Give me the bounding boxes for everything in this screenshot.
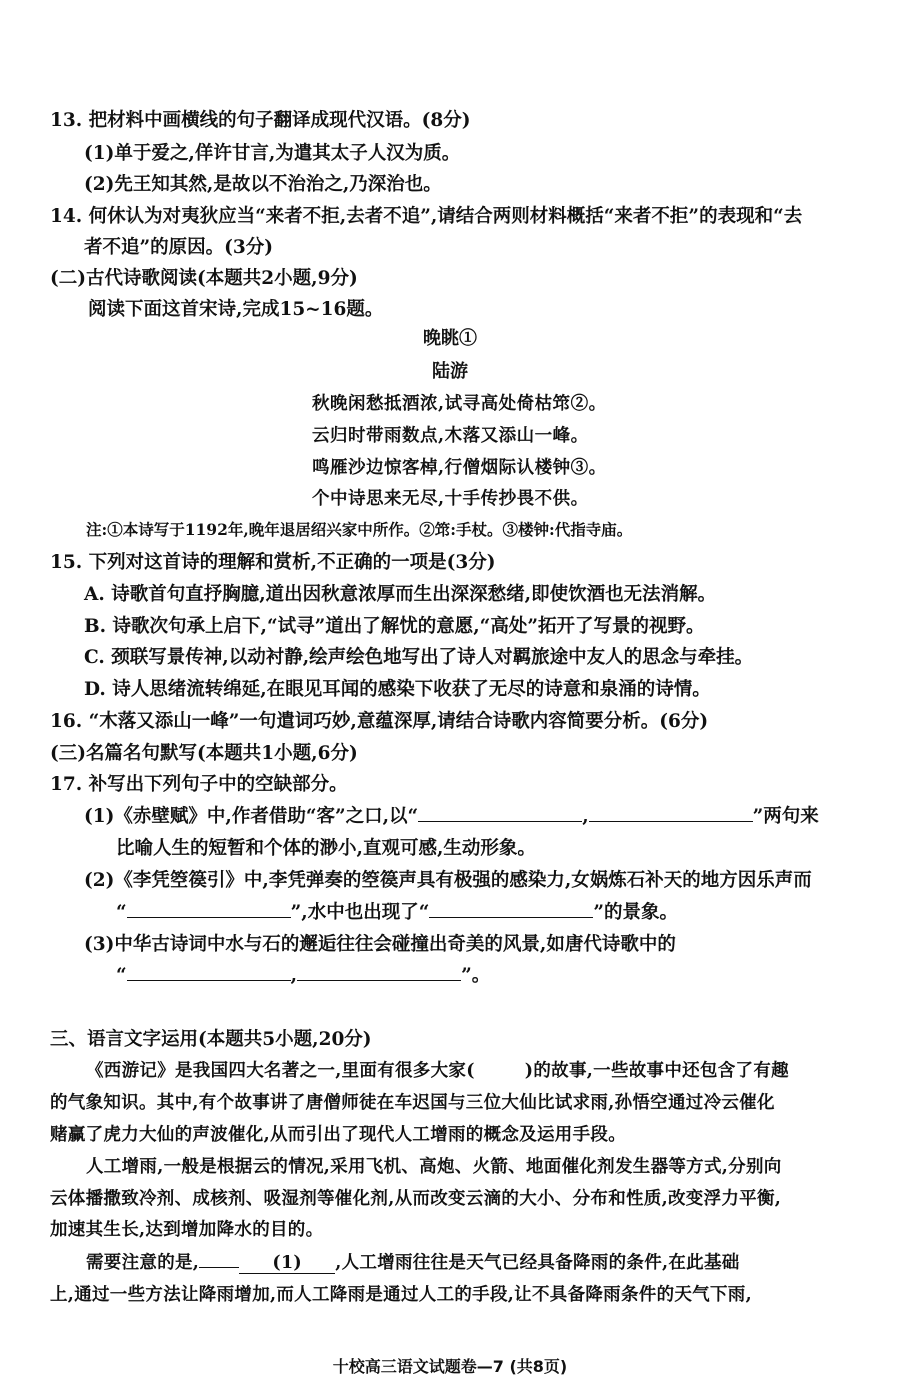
part-3-p1-line3: 赌赢了虎力大仙的声波催化,从而引出了现代人工增雨的概念及运用手段。	[50, 1125, 626, 1145]
poem-title: 晚眺①	[423, 328, 477, 349]
part-3-p3-line2: 上,通过一些方法让降雨增加,而人工降雨是通过人工的手段,让不具备降雨条件的天气下雨,	[50, 1285, 752, 1305]
q15-stem: 15. 下列对这首诗的理解和赏析,不正确的一项是(3分)	[50, 552, 496, 573]
q15-option-a: A. 诗歌首句直抒胸臆,道出因秋意浓厚而生出深深愁绪,即使饮酒也无法消解。	[84, 584, 717, 605]
q17-item-1	[84, 802, 819, 828]
q14-line-1: 14. 何休认为对夷狄应当“来者不拒,去者不追”,请结合两则材料概括“来者不拒”的表现和“去	[50, 206, 803, 227]
part-3-p2-line2: 云体播撒致冷剂、成核剂、吸湿剂等催化剂,从而改变云滴的大小、分布和性质,改变浮力平衡,	[50, 1189, 782, 1209]
part-3-p1-line1	[86, 1057, 789, 1082]
p3-text: 需要注意的是,	[86, 1253, 200, 1273]
part-3-p2-line1: 人工增雨,一般是根据云的情况,采用飞机、高炮、火箭、地面催化剂发生器等方式,分别向	[86, 1157, 782, 1177]
answer-blank-1[interactable]: (1)	[239, 1253, 335, 1274]
q13-stem: 13. 把材料中画横线的句子翻译成现代汉语。(8分)	[50, 110, 471, 131]
q15-option-d: D. 诗人思绪流转绵延,在眼见耳闻的感染下收获了无尽的诗意和泉涌的诗情。	[84, 679, 711, 700]
section-3-heading: (三)名篇名句默写(本题共1小题,6分)	[50, 743, 358, 764]
part-3-heading: 三、语言文字运用(本题共5小题,20分)	[50, 1029, 372, 1050]
poem-line: 个中诗思来无尽,十手传抄畏不供。	[312, 489, 589, 509]
q17-2-mid: ”,水中也出现了“	[290, 902, 430, 923]
q17-3-separator: ,	[290, 965, 298, 986]
poem-line: 云归时带雨数点,木落又添山一峰。	[312, 426, 589, 446]
q17-item-1-cont: 比喻人生的短暂和个体的渺小,直观可感,生动形象。	[116, 838, 536, 859]
poem-note: 注:①本诗写于1192年,晚年退居绍兴家中所作。②筇:手杖。③楼钟:代指寺庙。	[86, 520, 633, 539]
poem-line: 鸣雁沙边惊客棹,行僧烟际认楼钟③。	[312, 458, 607, 478]
question-16: 16. “木落又添山一峰”一句遣词巧妙,意蕴深厚,请结合诗歌内容简要分析。(6分)	[50, 711, 709, 732]
answer-blank[interactable]	[589, 803, 753, 822]
answer-blank[interactable]	[127, 899, 291, 918]
q17-1-text: (1)《赤壁赋》中,作者借助“客”之口,以“	[84, 806, 419, 827]
section-2-intro: 阅读下面这首宋诗,完成15~16题。	[88, 299, 384, 320]
page-footer: 十校高三语文试题卷—7 (共8页)	[332, 1357, 568, 1376]
q15-option-b: B. 诗歌次句承上启下,“试寻”道出了解忧的意愿,“高处”拓开了写景的视野。	[84, 616, 705, 637]
p3-text-end: ,人工增雨往往是天气已经具备降雨的条件,在此基础	[335, 1253, 740, 1273]
q13-sentence-1: (1)单于爱之,佯许甘言,为遣其太子人汉为质。	[84, 143, 461, 164]
q14-line-2: 者不追”的原因。(3分)	[84, 237, 274, 258]
q13-sentence-2: (2)先王知其然,是故以不治治之,乃深治也。	[84, 174, 442, 195]
answer-blank[interactable]	[429, 899, 593, 918]
part-3-p3-line1	[86, 1249, 740, 1274]
answer-blank[interactable]	[297, 962, 461, 981]
q17-1-separator: ,	[582, 806, 589, 827]
q17-1-text-end: ”两句来	[752, 806, 819, 827]
open-quote: “	[116, 965, 127, 986]
p1-text: 《西游记》是我国四大名著之一,里面有很多大家(	[86, 1061, 475, 1081]
q17-item-2-cont	[116, 898, 678, 924]
q17-item-2: (2)《李凭箜篌引》中,李凭弹奏的箜篌声具有极强的感染力,女娲炼石补天的地方因乐声而	[84, 870, 812, 891]
q15-option-c: C. 颈联写景传神,以动衬静,绘声绘色地写出了诗人对羁旅途中友人的思念与牵挂。	[84, 647, 754, 668]
q17-item-3-cont	[116, 961, 490, 987]
answer-blank[interactable]	[127, 962, 291, 981]
section-2-heading: (二)古代诗歌阅读(本题共2小题,9分)	[50, 268, 358, 289]
part-3-p1-line2: 的气象知识。其中,有个故事讲了唐僧师徒在车迟国与三位大仙比试求雨,孙悟空通过冷云催化	[50, 1093, 775, 1113]
poem-line: 秋晚闲愁抵酒浓,试寻高处倚枯筇②。	[312, 394, 607, 414]
answer-blank[interactable]	[418, 803, 582, 822]
q17-stem: 17. 补写出下列句子中的空缺部分。	[50, 774, 348, 795]
p1-text-end: )的故事,一些故事中还包含了有趣	[524, 1061, 789, 1081]
q17-2-end: ”的景象。	[593, 902, 679, 923]
q17-item-3: (3)中华古诗词中水与石的邂逅往往会碰撞出奇美的风景,如唐代诗歌中的	[84, 934, 676, 955]
part-3-p2-line3: 加速其生长,达到增加降水的目的。	[50, 1220, 324, 1240]
poem-author: 陆游	[432, 361, 468, 382]
answer-blank[interactable]	[199, 1249, 239, 1268]
q17-3-end: ”。	[461, 965, 491, 986]
open-quote: “	[116, 902, 127, 923]
